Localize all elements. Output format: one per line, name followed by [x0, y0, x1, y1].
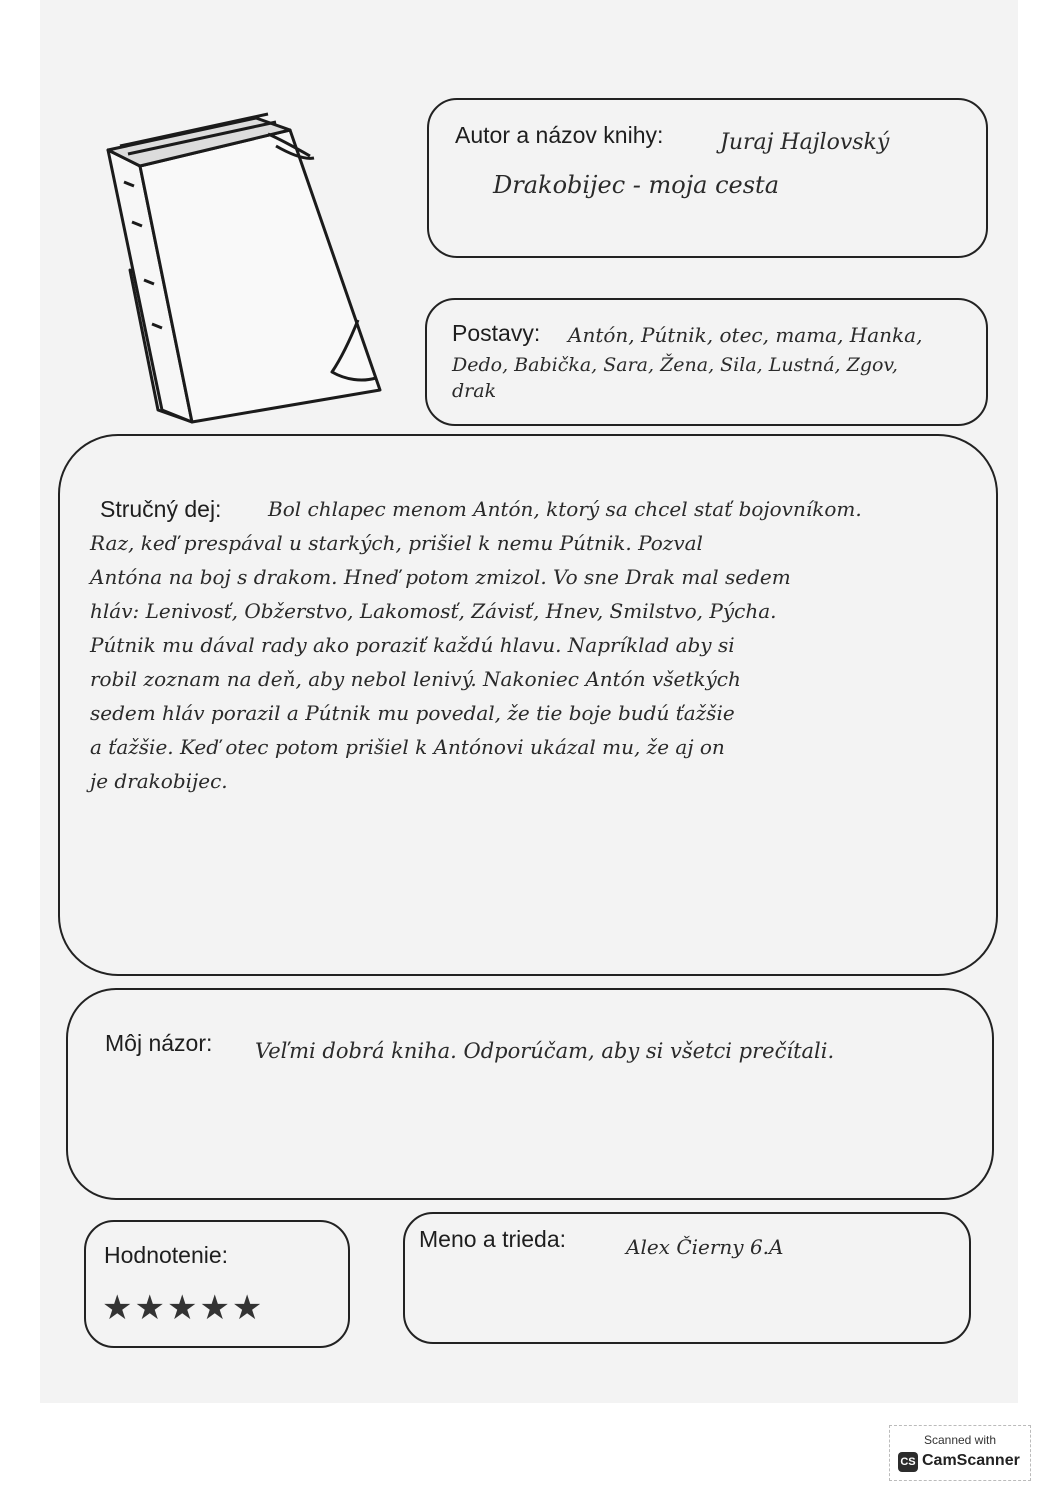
plot-line: hláv: Lenivosť, Obžerstvo, Lakomosť, Závisť, Hnev, Smilstvo, Pýcha. [90, 599, 777, 623]
opinion-box [66, 988, 994, 1200]
plot-line: Antóna na boj s drakom. Hneď potom zmizol. Vo sne Drak mal sedem [90, 565, 791, 589]
characters-line-2: Dedo, Babička, Sara, Žena, Sila, Lustná, Zgov, [452, 354, 898, 376]
name-class-value: Alex Čierny 6.A [626, 1235, 784, 1259]
characters-line-3: drak [452, 380, 497, 402]
opinion-label: Môj názor: [105, 1030, 213, 1056]
characters-label: Postavy: [452, 320, 541, 346]
book-illustration [100, 110, 400, 430]
plot-line: je drakobijec. [90, 769, 228, 793]
author-name-text: Juraj Hajlovský [720, 130, 890, 155]
plot-line: Bol chlapec menom Antón, ktorý sa chcel stať bojovníkom. [268, 497, 862, 521]
plot-line: Pútnik mu dával rady ako poraziť každú hlavu. Napríklad aby si [90, 633, 735, 657]
watermark-brand: CamScanner [922, 1452, 1020, 1469]
plot-line: robil zoznam na deň, aby nebol lenivý. Nakoniec Antón všetkých [90, 667, 741, 691]
rating-label: Hodnotenie: [104, 1242, 229, 1268]
plot-line: a ťažšie. Keď otec potom prišiel k Antónovi ukázal mu, že aj on [90, 735, 725, 759]
author-title-label: Autor a názov knihy: [455, 122, 664, 148]
name-class-label: Meno a trieda: [419, 1226, 567, 1252]
rating-box [84, 1220, 350, 1348]
camscanner-watermark [889, 1425, 1031, 1481]
book-title-text: Drakobijec - moja cesta [493, 171, 780, 199]
watermark-caption: Scanned with [923, 1433, 997, 1447]
plot-line: sedem hláv porazil a Pútnik mu povedal, že tie boje budú ťažšie [90, 701, 735, 725]
characters-line-1: Antón, Pútnik, otec, mama, Hanka, [568, 323, 923, 347]
star-rating-icon: ★★★★★ [102, 1289, 265, 1327]
opinion-text: Veľmi dobrá kniha. Odporúčam, aby si všetci prečítali. [255, 1039, 835, 1063]
camscanner-logo-icon: CS [898, 1452, 918, 1472]
plot-label: Stručný dej: [100, 496, 222, 522]
plot-line: Raz, keď prespával u starkých, prišiel k nemu Pútnik. Pozval [90, 531, 703, 555]
plot-text [90, 492, 990, 798]
